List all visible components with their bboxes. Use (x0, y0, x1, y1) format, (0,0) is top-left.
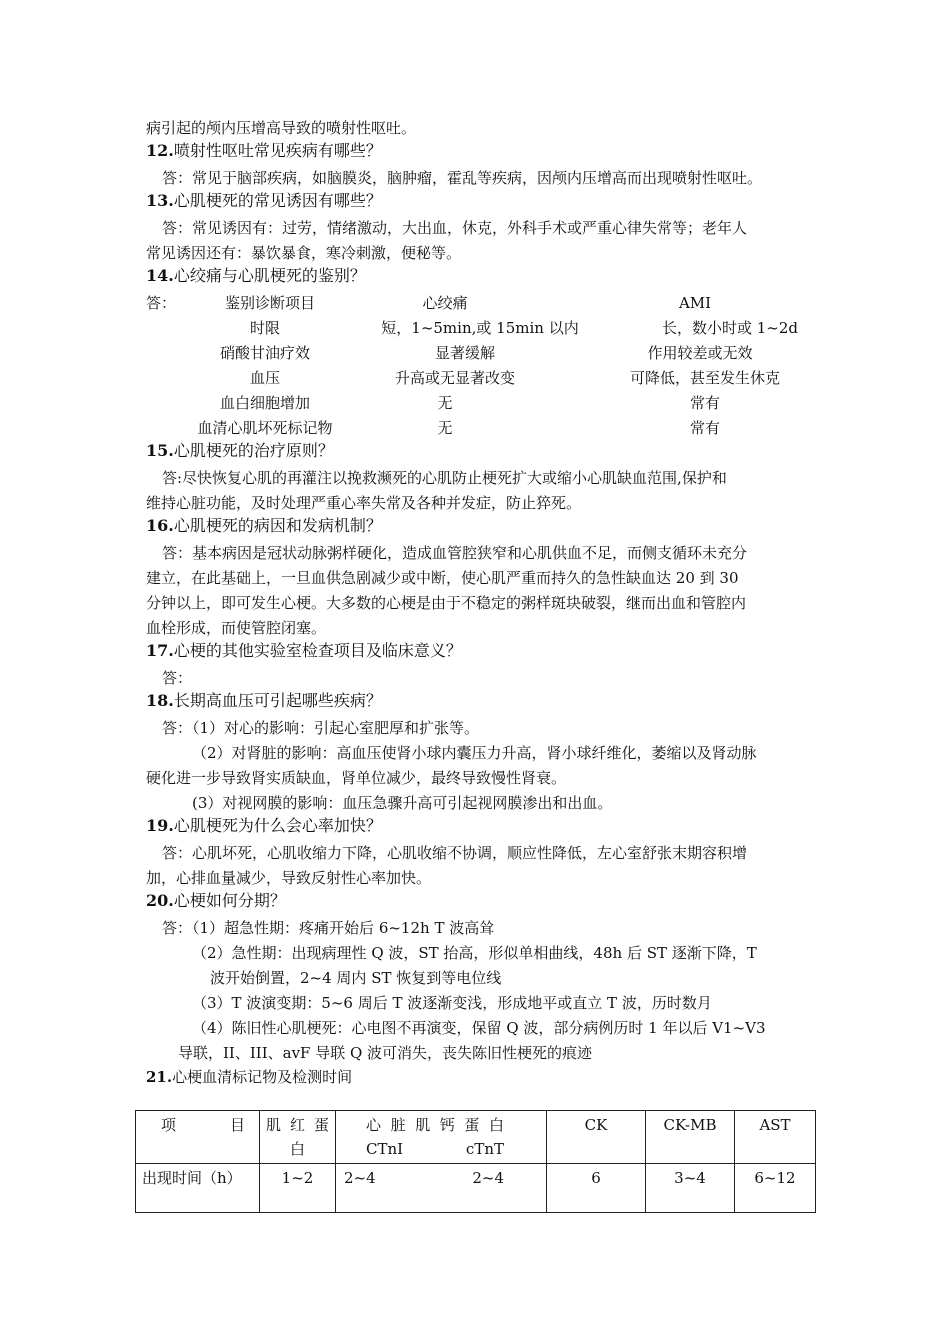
question-number: 13. (146, 191, 174, 210)
comparison-cell-ami: 常有 (689, 394, 720, 412)
question-number: 16. (146, 516, 174, 535)
question-text: 心梗血清标记物及检测时间 (172, 1068, 353, 1086)
question-number: 12. (146, 141, 174, 160)
answer-line: 血栓形成，而使管腔闭塞。 (146, 619, 327, 637)
answer-line: 加，心排血量减少，导致反射性心率加快。 (146, 869, 432, 887)
question-text: 喷射性呕吐常见疾病有哪些？ (173, 141, 382, 160)
comparison-cell-ami: 长，数小时或 1~2d (661, 319, 799, 337)
answer-line: 答：常见于脑部疾病，如脑膜炎，脑肿瘤，霍乱等疾病，因颅内压增高而出现喷射性呕吐。 (162, 169, 763, 187)
header-ctnt: cTnT (465, 1140, 504, 1158)
comparison-header-item: 鉴别诊断项目 (224, 294, 315, 312)
comparison-row-label: 血白细胞增加 (219, 394, 310, 412)
value-ctnt: 2~4 (472, 1169, 504, 1187)
comparison-cell-angina: 升高或无显著改变 (394, 369, 515, 387)
question-text: 长期高血压可引起哪些疾病？ (173, 691, 382, 710)
answer-line: 硬化进一步导致肾实质缺血，肾单位减少，最终导致慢性肾衰。 (146, 769, 567, 787)
answer-prefix: 答： (146, 294, 177, 312)
value-ck: 6 (547, 1164, 646, 1213)
question-number: 21. (146, 1068, 173, 1086)
question-text: 心肌梗死的治疗原则？ (173, 441, 334, 460)
comparison-cell-ami: 可降低，甚至发生休克 (629, 369, 780, 387)
header-troponin (336, 1111, 547, 1164)
table-row (136, 1164, 816, 1213)
header-myoglobin-line1: 肌红蛋 (266, 1116, 329, 1134)
comparison-cell-ami: 常有 (689, 419, 720, 437)
answer-line: 导联，II、III、avF 导联 Q 波可消失，丧失陈旧性梗死的痕迹 (178, 1044, 593, 1062)
header-myoglobin (260, 1111, 336, 1164)
question-number: 19. (146, 816, 174, 835)
header-troponin-sub (366, 1137, 504, 1161)
answer-line: 答：（1）对心的影响：引起心室肥厚和扩张等。 (162, 719, 480, 737)
question-text: 心肌梗死的病因和发病机制？ (173, 516, 382, 535)
header-item: 项 目 (136, 1111, 260, 1164)
question-14 (146, 265, 366, 287)
comparison-cell-angina: 无 (437, 394, 453, 412)
answer-line: 答：基本病因是冠状动脉粥样硬化，造成血管腔狭窄和心肌供血不足，而侧支循环未充分 (162, 544, 748, 562)
answer-line: 答： (162, 669, 193, 687)
question-text: 心肌梗死的常见诱因有哪些？ (173, 191, 382, 210)
answer-line: 建立，在此基础上，一旦血供急剧减少或中断，使心肌严重而持久的急性缺血达 20 到 30 (146, 569, 739, 587)
question-16 (146, 515, 382, 537)
question-20 (146, 890, 286, 912)
question-text: 心梗如何分期？ (173, 891, 286, 910)
answer-line: 答：常见诱因有：过劳，情绪激动，大出血，休克，外科手术或严重心律失常等；老年人 (162, 219, 748, 237)
question-19 (146, 815, 382, 837)
question-13 (146, 190, 382, 212)
comparison-cell-angina: 无 (437, 419, 453, 437)
answer-line: 维持心脏功能，及时处理严重心率失常及各种并发症，防止猝死。 (146, 494, 582, 512)
header-myoglobin-line2: 白 (289, 1140, 305, 1158)
value-ast: 6~12 (735, 1164, 816, 1213)
header-troponin-title: 心脏肌钙蛋白 (366, 1116, 504, 1134)
comparison-header-ami: AMI (678, 294, 712, 312)
comparison-row-label: 硝酸甘油疗效 (219, 344, 310, 362)
header-ck: CK (547, 1111, 646, 1164)
row-label: 出现时间（h） (136, 1164, 260, 1213)
answer-line: 答：（1）超急性期：疼痛开始后 6~12h T 波高耸 (162, 919, 495, 937)
comparison-cell-ami: 作用较差或无效 (647, 344, 753, 362)
question-number: 17. (146, 641, 174, 660)
question-number: 14. (146, 266, 174, 285)
answer-line: （2）急性期：出现病理性 Q 波，ST 抬高，形似单相曲线，48h 后 ST 逐渐下降，T (192, 944, 757, 962)
question-number: 18. (146, 691, 174, 710)
comparison-row-label: 时限 (249, 319, 280, 337)
value-troponin (336, 1164, 547, 1213)
question-17 (146, 640, 462, 662)
answer-line: （3）T 波演变期：5~6 周后 T 波逐渐变浅，形成地平或直立 T 波，历时数月 (192, 994, 712, 1012)
paragraph-line: 病引起的颅内压增高导致的喷射性呕吐。 (146, 119, 417, 137)
question-text: 心肌梗死为什么会心率加快？ (173, 816, 382, 835)
answer-line: （2）对肾脏的影响：高血压使肾小球内囊压力升高，肾小球纤维化，萎缩以及肾动脉 (192, 744, 757, 762)
answer-line: (3）对视网膜的影响：血压急骤升高可引起视网膜渗出和出血。 (192, 794, 613, 812)
answer-line: 答:尽快恢复心肌的再灌注以挽救濒死的心肌防止梗死扩大或缩小心肌缺血范围,保护和 (162, 469, 727, 487)
question-15 (146, 440, 334, 462)
header-ck-mb: CK-MB (646, 1111, 735, 1164)
value-myoglobin: 1~2 (260, 1164, 336, 1213)
serum-markers-table (135, 1110, 816, 1213)
question-12 (146, 140, 382, 162)
answer-line: （4）陈旧性心肌梗死：心电图不再演变，保留 Q 波，部分病例历时 1 年以后 V1~V3 (192, 1019, 766, 1037)
comparison-cell-angina: 短，1~5min,或 15min 以内 (381, 319, 579, 337)
question-number: 15. (146, 441, 174, 460)
comparison-row-label: 血清心肌坏死标记物 (197, 419, 333, 437)
question-text: 心绞痛与心肌梗死的鉴别？ (173, 266, 366, 285)
answer-line: 常见诱因还有：暴饮暴食，寒冷刺激，便秘等。 (146, 244, 462, 262)
answer-line: 波开始倒置，2~4 周内 ST 恢复到等电位线 (210, 969, 502, 987)
comparison-row-label: 血压 (249, 369, 280, 387)
question-number: 20. (146, 891, 174, 910)
table-header-row (136, 1111, 816, 1164)
question-18 (146, 690, 382, 712)
answer-line: 答：心肌坏死，心肌收缩力下降，心肌收缩不协调，顺应性降低，左心室舒张末期容积增 (162, 844, 748, 862)
value-ctni: 2~4 (344, 1169, 376, 1187)
header-ast: AST (735, 1111, 816, 1164)
value-ck-mb: 3~4 (646, 1164, 735, 1213)
header-ctni: CTnI (366, 1140, 404, 1158)
comparison-header-angina: 心绞痛 (422, 294, 468, 312)
value-troponin-pair (344, 1166, 504, 1190)
comparison-cell-angina: 显著缓解 (434, 344, 495, 362)
answer-line: 分钟以上，即可发生心梗。大多数的心梗是由于不稳定的粥样斑块破裂，继而出血和管腔内 (146, 594, 747, 612)
question-21 (146, 1066, 352, 1088)
question-text: 心梗的其他实验室检查项目及临床意义？ (173, 641, 462, 660)
